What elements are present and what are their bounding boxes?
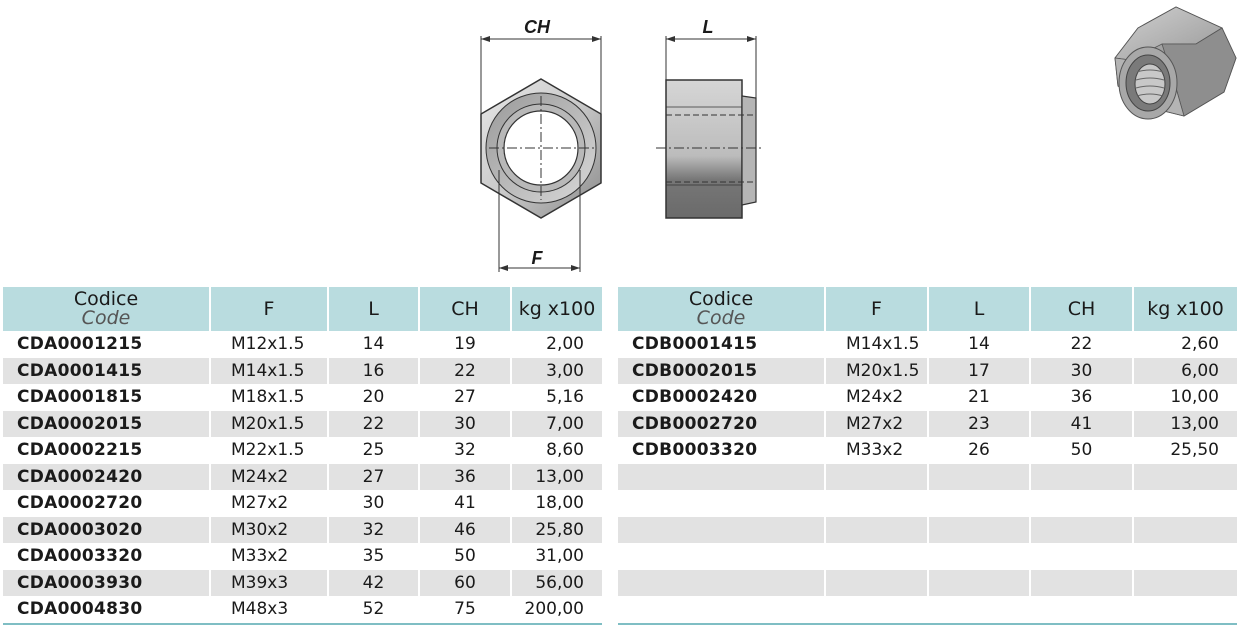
cell-ch: 30: [419, 411, 511, 438]
table-row: [618, 331, 1237, 358]
cell-kg: [1133, 517, 1237, 544]
table-header-row: [618, 287, 1237, 331]
cell-kg: 8,60: [511, 437, 602, 464]
table-row: [618, 384, 1237, 411]
cell-f: M30x2: [210, 517, 328, 544]
cell-ch: 46: [419, 517, 511, 544]
cell-code: CDA0003930: [3, 570, 210, 597]
cell-f: [825, 596, 928, 623]
cell-l: [928, 464, 1030, 491]
cell-ch: [1030, 517, 1133, 544]
cell-ch: 27: [419, 384, 511, 411]
cell-f: M33x2: [825, 437, 928, 464]
column-header-f: F: [210, 287, 328, 331]
nut-front-view: [481, 36, 601, 272]
table-row: [618, 570, 1237, 597]
cell-l: 27: [328, 464, 419, 491]
cell-code: CDA0001815: [3, 384, 210, 411]
cell-f: M33x2: [210, 543, 328, 570]
cell-f: M24x2: [825, 384, 928, 411]
cell-ch: 36: [419, 464, 511, 491]
column-header-f: F: [825, 287, 928, 331]
cell-kg: 3,00: [511, 358, 602, 385]
dimension-label-ch: CH: [524, 17, 550, 37]
column-header-code-it: Codice: [73, 288, 139, 310]
cell-l: [928, 543, 1030, 570]
cell-code: CDA0002720: [3, 490, 210, 517]
cell-l: 26: [928, 437, 1030, 464]
cell-kg: 18,00: [511, 490, 602, 517]
product-table-left: [3, 287, 602, 623]
table-row: [3, 464, 602, 491]
cell-kg: [1133, 596, 1237, 623]
cell-f: M14x1.5: [210, 358, 328, 385]
cell-f: M18x1.5: [210, 384, 328, 411]
cell-code: CDA0004830: [3, 596, 210, 623]
column-header-l: L: [328, 287, 419, 331]
column-header-code: [3, 287, 210, 331]
cell-ch: 50: [419, 543, 511, 570]
column-header-code: [618, 287, 825, 331]
cell-ch: 30: [1030, 358, 1133, 385]
cell-l: 21: [928, 384, 1030, 411]
cell-ch: [1030, 490, 1133, 517]
cell-f: [825, 517, 928, 544]
table-left-bottom-rule: [3, 623, 602, 625]
cell-ch: 32: [419, 437, 511, 464]
cell-l: 14: [928, 331, 1030, 358]
cell-f: M39x3: [210, 570, 328, 597]
cell-l: 35: [328, 543, 419, 570]
table-row: [3, 384, 602, 411]
table-right-bottom-rule: [618, 623, 1237, 625]
table-row: [618, 437, 1237, 464]
cell-l: 25: [328, 437, 419, 464]
cell-ch: [1030, 596, 1133, 623]
cell-f: M24x2: [210, 464, 328, 491]
cell-f: M14x1.5: [825, 331, 928, 358]
table-row: [618, 358, 1237, 385]
column-header-kg: kg x100: [511, 287, 602, 331]
cell-f: M48x3: [210, 596, 328, 623]
cell-ch: 22: [1030, 331, 1133, 358]
table-row: [3, 517, 602, 544]
cell-kg: 25,80: [511, 517, 602, 544]
cell-f: M12x1.5: [210, 331, 328, 358]
cell-code: [618, 464, 825, 491]
cell-ch: 19: [419, 331, 511, 358]
cell-code: CDB0002420: [618, 384, 825, 411]
cell-code: CDB0001415: [618, 331, 825, 358]
table-row: [3, 490, 602, 517]
column-header-l: L: [928, 287, 1030, 331]
product-table-right: [618, 287, 1237, 623]
cell-l: 30: [328, 490, 419, 517]
cell-code: [618, 517, 825, 544]
cell-code: [618, 596, 825, 623]
cell-l: 42: [328, 570, 419, 597]
dimension-label-f: F: [531, 248, 543, 268]
cell-ch: [1030, 543, 1133, 570]
cell-l: 17: [928, 358, 1030, 385]
cell-l: 20: [328, 384, 419, 411]
table-row: [618, 596, 1237, 623]
table-header-row: [3, 287, 602, 331]
cell-ch: 60: [419, 570, 511, 597]
cell-kg: 2,60: [1133, 331, 1237, 358]
cell-code: [618, 570, 825, 597]
table-row: [618, 517, 1237, 544]
column-header-code-en: Code: [81, 307, 131, 329]
cell-code: [618, 490, 825, 517]
cell-kg: [1133, 570, 1237, 597]
cell-kg: 13,00: [1133, 411, 1237, 438]
cell-f: M27x2: [825, 411, 928, 438]
technical-drawings: [0, 0, 1241, 285]
cell-code: CDA0002420: [3, 464, 210, 491]
table-row: [618, 490, 1237, 517]
cell-l: 14: [328, 331, 419, 358]
cell-l: 23: [928, 411, 1030, 438]
cell-kg: 31,00: [511, 543, 602, 570]
cell-kg: 2,00: [511, 331, 602, 358]
column-header-ch: CH: [419, 287, 511, 331]
nut-side-view: [656, 36, 764, 218]
cell-kg: 25,50: [1133, 437, 1237, 464]
cell-f: M20x1.5: [825, 358, 928, 385]
cell-ch: 36: [1030, 384, 1133, 411]
cell-ch: 22: [419, 358, 511, 385]
cell-l: 32: [328, 517, 419, 544]
cell-l: 16: [328, 358, 419, 385]
cell-f: M22x1.5: [210, 437, 328, 464]
table-row: [3, 331, 602, 358]
cell-f: [825, 570, 928, 597]
cell-l: 22: [328, 411, 419, 438]
cell-code: CDA0001215: [3, 331, 210, 358]
cell-code: CDA0003320: [3, 543, 210, 570]
cell-kg: 6,00: [1133, 358, 1237, 385]
cell-kg: 200,00: [511, 596, 602, 623]
table-row: [3, 358, 602, 385]
cell-code: CDA0001415: [3, 358, 210, 385]
cell-kg: 7,00: [511, 411, 602, 438]
table-row: [618, 411, 1237, 438]
cell-l: [928, 596, 1030, 623]
table-row: [3, 437, 602, 464]
table-row: [618, 543, 1237, 570]
cell-ch: 75: [419, 596, 511, 623]
cell-ch: 50: [1030, 437, 1133, 464]
cell-code: CDA0003020: [3, 517, 210, 544]
cell-kg: 5,16: [511, 384, 602, 411]
cell-kg: [1133, 490, 1237, 517]
cell-ch: [1030, 464, 1133, 491]
cell-l: 52: [328, 596, 419, 623]
cell-f: [825, 543, 928, 570]
cell-code: CDB0003320: [618, 437, 825, 464]
cell-kg: 56,00: [511, 570, 602, 597]
cell-ch: [1030, 570, 1133, 597]
cell-f: M20x1.5: [210, 411, 328, 438]
column-header-ch: CH: [1030, 287, 1133, 331]
table-row: [3, 596, 602, 623]
cell-l: [928, 570, 1030, 597]
table-row: [3, 411, 602, 438]
column-header-code-it: Codice: [688, 288, 754, 310]
table-row: [3, 543, 602, 570]
cell-code: [618, 543, 825, 570]
cell-kg: [1133, 543, 1237, 570]
cell-kg: 13,00: [511, 464, 602, 491]
nut-3d-image: [1115, 7, 1236, 119]
column-header-kg: kg x100: [1133, 287, 1237, 331]
cell-f: M27x2: [210, 490, 328, 517]
cell-code: CDB0002015: [618, 358, 825, 385]
cell-kg: 10,00: [1133, 384, 1237, 411]
cell-code: CDA0002015: [3, 411, 210, 438]
table-row: [618, 464, 1237, 491]
cell-l: [928, 490, 1030, 517]
cell-f: [825, 490, 928, 517]
dimension-label-l: L: [702, 17, 714, 37]
cell-code: CDB0002720: [618, 411, 825, 438]
cell-ch: 41: [419, 490, 511, 517]
cell-code: CDA0002215: [3, 437, 210, 464]
cell-f: [825, 464, 928, 491]
cell-l: [928, 517, 1030, 544]
table-row: [3, 570, 602, 597]
cell-ch: 41: [1030, 411, 1133, 438]
column-header-code-en: Code: [696, 307, 746, 329]
cell-kg: [1133, 464, 1237, 491]
